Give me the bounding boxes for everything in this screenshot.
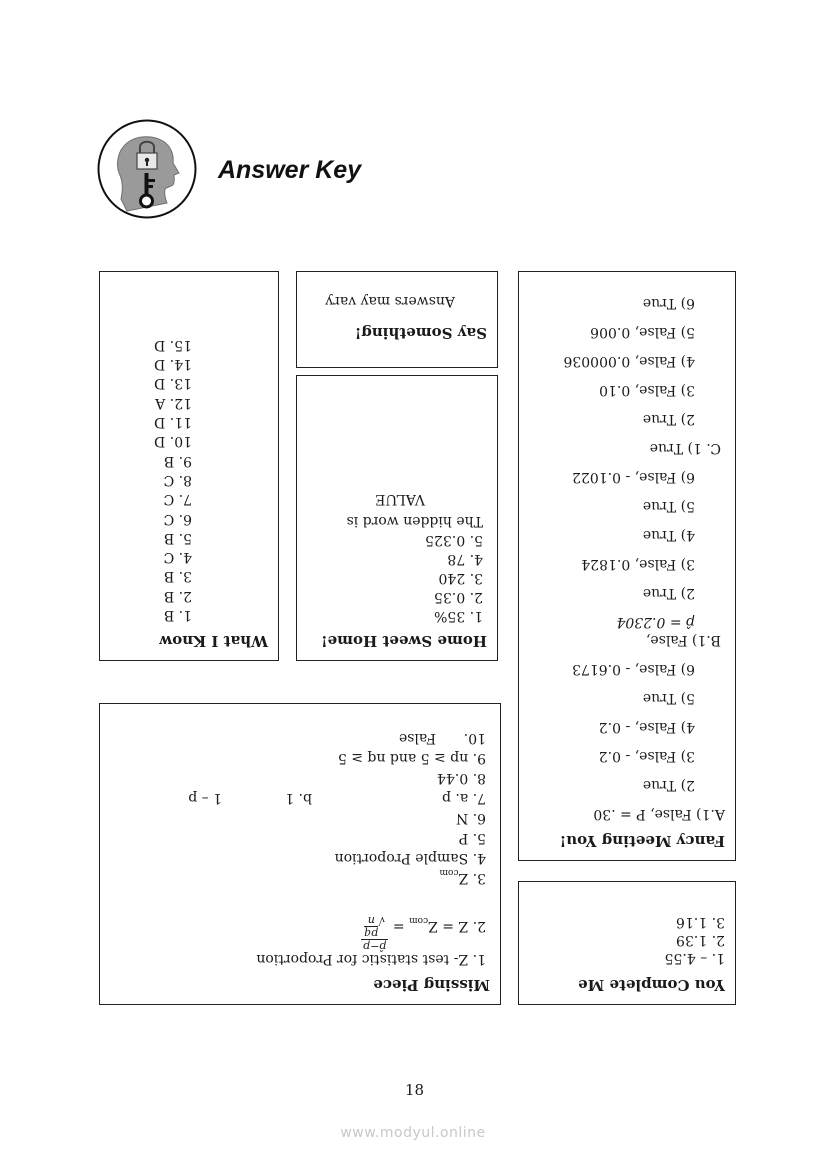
list-item-value: False [398, 730, 436, 746]
list-item: 6) False, - 0.1022 [572, 469, 695, 485]
list-item: 2. B [163, 587, 192, 604]
list-item: 3. $Z_{com}$ [439, 867, 486, 886]
list-item: 3) False, 0.1824 [581, 556, 695, 572]
hidden-word-label: The hidden word is [346, 513, 483, 529]
list-item: 2) True [642, 585, 695, 601]
list-item: 5. P [458, 830, 486, 846]
formula-fraction: p̂−p √ pq n [363, 914, 387, 953]
list-item: 2) True [642, 411, 695, 427]
list-item: 5. B [163, 529, 192, 546]
say-something-heading: Say Something! [354, 324, 487, 342]
list-item: 1. 35% [434, 608, 483, 624]
fancy-meeting-you-box [518, 271, 736, 861]
list-item-value: p̂ = 0.2304 [616, 614, 695, 630]
list-item: 2) True [642, 777, 695, 793]
list-item: 6) True [642, 295, 695, 311]
list-item: 9. B [163, 452, 192, 469]
list-item: 1. B [163, 607, 192, 623]
list-item: 3. B [163, 568, 192, 585]
watermark: www.modyul.online [340, 1125, 486, 1141]
list-item: 5) False, 0.006 [590, 324, 695, 340]
say-something-text: Answers may vary [325, 293, 455, 309]
list-item: 4) False, 0.000036 [563, 353, 695, 369]
list-item: 4. 78 [447, 551, 483, 567]
page-number: 18 [405, 1081, 425, 1099]
formula-item [361, 911, 486, 953]
head-padlock-key-icon [97, 119, 197, 219]
list-item: C. 1) True [649, 440, 721, 456]
home-sweet-home-box [296, 375, 498, 661]
missing-piece-box [99, 703, 501, 1005]
home-sweet-home-heading: Home Sweet Home! [321, 632, 487, 650]
list-item: 3) False, - 0.2 [598, 748, 695, 764]
list-item: 10. D [154, 433, 192, 450]
list-item: 2. 1.39 [676, 932, 725, 948]
list-item: 15. D [154, 336, 192, 353]
list-item-part-b: b. 1 [285, 790, 312, 806]
what-i-know-list [154, 336, 192, 624]
list-item: 8. C [163, 471, 192, 488]
list-item: 5) True [642, 498, 695, 514]
list-item: 4) True [642, 527, 695, 543]
formula-subscript: com [409, 915, 429, 926]
list-item-number: 10. [463, 730, 486, 746]
list-item: 9. np ≥ 5 and nq ≥ 5 [337, 750, 486, 766]
list-item: 11. D [154, 414, 192, 431]
list-item: 7. C [163, 491, 192, 508]
you-complete-me-heading: You Complete Me [578, 976, 725, 994]
list-item: 7. a. p [441, 790, 486, 806]
list-item: 14. D [154, 356, 192, 373]
hidden-word: VALUE [375, 491, 425, 507]
fraction-inner-denominator: n [367, 914, 375, 927]
list-item: 2. 0.35 [434, 589, 483, 605]
list-item: B.1) False, [645, 632, 721, 648]
list-item: 3. 240 [438, 570, 483, 586]
fraction-numerator: p̂−p [363, 940, 387, 953]
list-item: 4. C [163, 549, 192, 566]
fancy-meeting-you-heading: Fancy Meeting You! [559, 832, 725, 850]
list-item: 6. C [163, 510, 192, 527]
list-item: 13. D [154, 375, 192, 392]
list-item: 5) True [642, 690, 695, 706]
formula-equals: = [392, 918, 410, 934]
say-something-box [296, 271, 498, 368]
list-item: 8. 0.44 [437, 770, 486, 786]
fraction-inner-numerator: pq [364, 927, 379, 940]
list-item: 3) False, 0.10 [599, 382, 695, 398]
list-item: 4. Sample Proportion [334, 850, 486, 866]
list-item: 5. 0.325 [425, 532, 483, 548]
list-item: 6) False, - 0.6173 [572, 661, 695, 677]
list-item: 12. A [155, 394, 192, 411]
list-item: 1. Z- test statistic for Proportion [256, 951, 486, 967]
list-item: 6. N [455, 810, 486, 826]
what-i-know-box [99, 271, 279, 661]
list-item: 1. – 4.55 [664, 950, 725, 966]
list-item-part-c: 1 – p [188, 790, 222, 806]
list-item: 4) False, - 0.2 [598, 719, 695, 735]
list-item: A.1) False, P = .30 [593, 806, 725, 822]
list-item: 3. 1.16 [676, 914, 725, 930]
you-complete-me-box [518, 881, 736, 1005]
formula-prefix: 2. Z = Z [428, 918, 486, 934]
missing-piece-heading: Missing Piece [373, 976, 490, 994]
page-title: Answer Key [218, 156, 362, 184]
what-i-know-heading: What I Know [159, 632, 268, 650]
